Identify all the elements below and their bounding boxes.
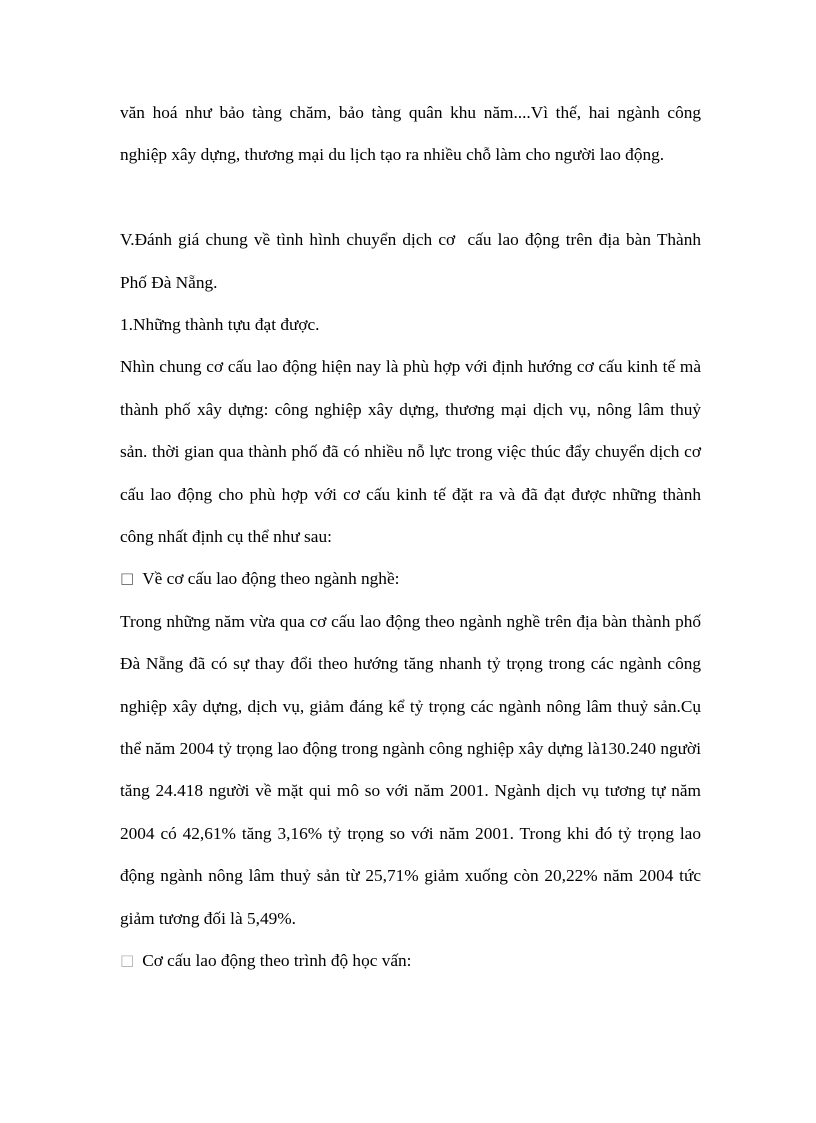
bullet-item-label: Về cơ cấu lao động theo ngành nghề:	[142, 569, 400, 589]
sub-heading-achievements: 1.Những thành tựu đạt được.	[120, 315, 320, 335]
section-heading-v: V.Đánh giá chung về tình hình chuyển dịch cơ cấu lao động trên địa bàn Thành Phố Đà Nẵng.	[120, 230, 701, 292]
bullet-item-education	[120, 940, 701, 982]
checkbox-placeholder-icon: □	[120, 569, 135, 588]
paragraph-industry-detail: Trong những năm vừa qua cơ cấu lao động theo ngành nghề trên địa bàn thành phố Đà Nẵng đã có sự thay đổi theo hướng tăng nhanh tỷ trọng trong các ngành công nghiệp xây dựng, dịch vụ, giảm đáng kể tỷ trọng các ngành nông lâm thuỷ sản.Cụ thể năm 2004 tỷ trọng lao động trong ngành công nghiệp xây dựng là130.240 người tăng 24.418 người về mặt qui mô so với năm 2001. Ngành dịch vụ tương tự năm 2004 có 42,61% tăng 3,16% tỷ trọng so với năm 2001. Trong khi đó tỷ trọng lao động ngành nông lâm thuỷ sản từ 25,71% giảm xuống còn 20,22% năm 2004 tức giảm tương đối là 5,49%.	[120, 611, 701, 928]
paragraph-overview: Nhìn chung cơ cấu lao động hiện nay là phù hợp với định hướng cơ cấu kinh tế mà thành phố xây dựng: công nghiệp xây dựng, thương mại dịch vụ, nông lâm thuỷ sản. thời gian qua thành phố đã có nhiều nỗ lực trong việc thúc đẩy chuyển dịch cơ cấu lao động cho phù hợp với cơ cấu kinh tế đặt ra và đã đạt được những thành công nhất định cụ thể như sau:	[120, 357, 701, 547]
bullet-item-label: Cơ cấu lao động theo trình độ học vấn:	[142, 951, 412, 971]
paragraph-intro: văn hoá như bảo tàng chăm, bảo tàng quân khu năm....Vì thế, hai ngành công nghiệp xây dựng, thương mại du lịch tạo ra nhiều chỗ làm cho người lao động.	[120, 103, 701, 165]
checkbox-placeholder-icon: □	[120, 951, 135, 970]
text-column	[120, 92, 701, 983]
bullet-item-industry	[120, 558, 701, 600]
